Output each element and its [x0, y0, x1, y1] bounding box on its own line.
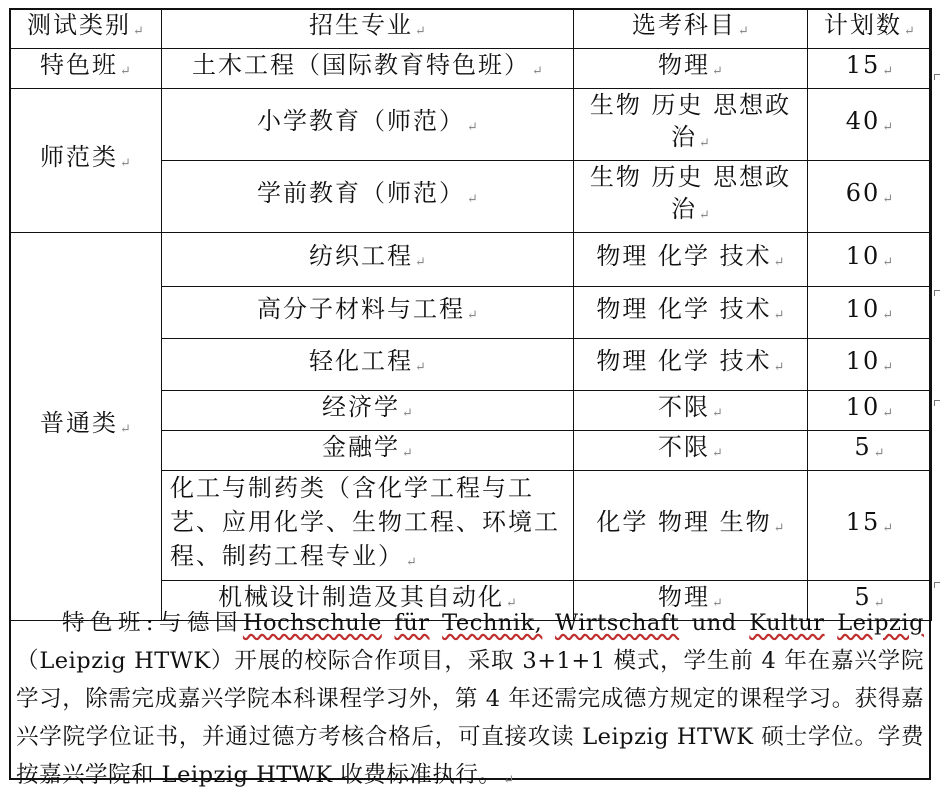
margin-marker	[934, 290, 940, 296]
plan-cell: 10 ↵	[808, 391, 932, 431]
plan-cell: 10 ↵	[808, 339, 932, 391]
subjects-cell: 生物 历史 思想政治 ↵	[574, 161, 808, 233]
major-cell: 轻化工程 ↵	[162, 339, 574, 391]
category-cell: 师范类 ↵	[10, 89, 162, 233]
subjects-cell: 不限 ↵	[574, 391, 808, 431]
subjects-cell: 物理 ↵	[574, 581, 808, 621]
category-cell: 普通类 ↵	[10, 233, 162, 621]
header-row	[10, 9, 932, 49]
major-cell: 学前教育（师范） ↵	[162, 161, 574, 233]
plan-cell: 15 ↵	[808, 471, 932, 581]
major-cell: 经济学 ↵	[162, 391, 574, 431]
footnote-paragraph: 特色班:与德国Hochschule für Technik, Wirtschaft und Kultur Leipzig（Leipzig HTWK）开展的校际合作项目，采取 3+1+1 模式，学生前 4 年在嘉兴学院学习，除需完成嘉兴学院本科课程学习外，第 4 年还需完成德方规定的课程学习。获得嘉兴学院学位证书，并通过德方考核合格后，可直接攻读 Leipzig HTWK 硕士学位。学费按嘉兴学院和 Leipzig HTWK 收费标准执行。 ↵	[16, 610, 925, 788]
margin-marker	[934, 74, 940, 80]
table-row	[10, 49, 932, 89]
major-cell: 化工与制药类（含化学工程与工艺、应用化学、生物工程、环境工程、制药工程专业） ↵	[162, 471, 574, 581]
header-major: 招生专业 ↵	[162, 9, 574, 49]
plan-cell: 60 ↵	[808, 161, 932, 233]
plan-cell: 40 ↵	[808, 89, 932, 161]
subjects-cell: 物理 化学 技术 ↵	[574, 287, 808, 339]
plan-cell: 15 ↵	[808, 49, 932, 89]
header-plan: 计划数 ↵	[808, 9, 932, 49]
plan-cell: 5 ↵	[808, 581, 932, 621]
major-cell: 土木工程（国际教育特色班） ↵	[162, 49, 574, 89]
plan-cell: 10 ↵	[808, 287, 932, 339]
major-cell: 机械设计制造及其自动化 ↵	[162, 581, 574, 621]
margin-marker	[934, 582, 940, 588]
subjects-cell: 生物 历史 思想政治 ↵	[574, 89, 808, 161]
subjects-cell: 物理 ↵	[574, 49, 808, 89]
subjects-cell: 化学 物理 生物 ↵	[574, 471, 808, 581]
header-subjects: 选考科目 ↵	[574, 9, 808, 49]
major-cell: 金融学 ↵	[162, 431, 574, 471]
category-cell: 特色班 ↵	[10, 49, 162, 89]
major-cell: 小学教育（师范） ↵	[162, 89, 574, 161]
plan-cell: 5 ↵	[808, 431, 932, 471]
subjects-cell: 不限 ↵	[574, 431, 808, 471]
major-cell: 高分子材料与工程 ↵	[162, 287, 574, 339]
plan-cell: 10 ↵	[808, 233, 932, 287]
table-row	[10, 233, 932, 287]
header-category: 测试类别 ↵	[10, 9, 162, 49]
subjects-cell: 物理 化学 技术 ↵	[574, 339, 808, 391]
admission-table	[9, 8, 932, 621]
subjects-cell: 物理 化学 技术 ↵	[574, 233, 808, 287]
margin-marker	[934, 400, 940, 406]
table-row	[10, 89, 932, 161]
major-cell: 纺织工程 ↵	[162, 233, 574, 287]
